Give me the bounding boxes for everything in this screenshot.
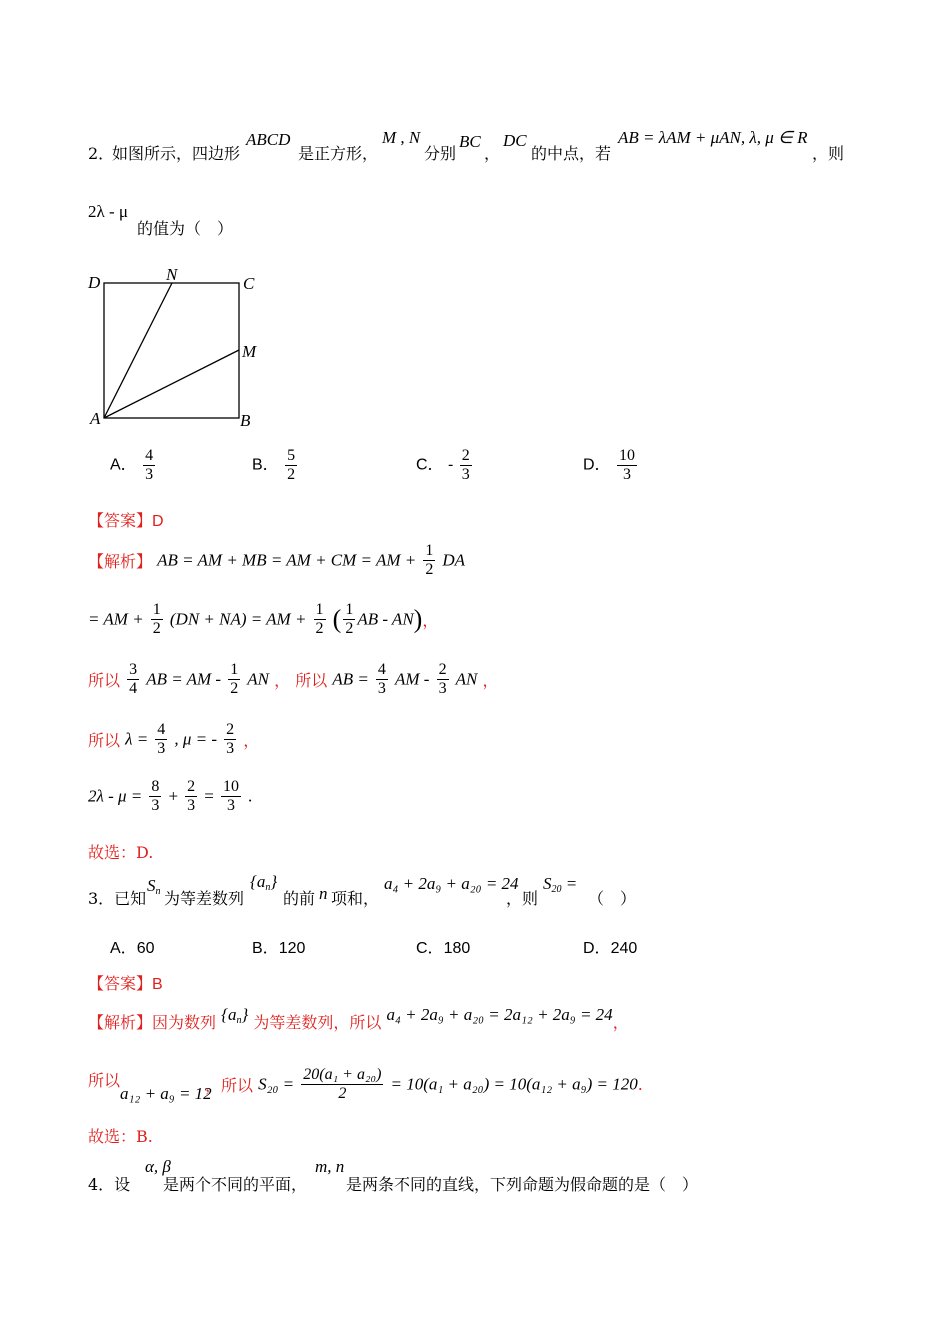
q2-comma: ， [484, 144, 501, 163]
period: . [637, 1075, 643, 1094]
an-symbol: a [227, 1005, 237, 1024]
frac-den: 2 [345, 620, 354, 637]
step-2-d: AB - AN [357, 609, 414, 629]
label-m: M [242, 342, 257, 361]
q2-analysis-line-4 [88, 721, 259, 758]
frac-num: 4 [377, 661, 386, 678]
step-1-b: DA [442, 550, 466, 570]
q3-n: n [319, 884, 328, 903]
s20-symbol: S [543, 874, 552, 893]
q2-text-2: 是正方形， [298, 144, 379, 163]
q3-text-3: 项和， [331, 889, 380, 908]
so-text-2: ，所以 [205, 1076, 254, 1095]
q4-text-1: 是两个不同的平面， [163, 1175, 308, 1194]
frac-den: 3 [187, 797, 196, 814]
frac-den: 3 [226, 797, 235, 814]
step-5-a: 2λ - μ = [88, 786, 143, 806]
q3-analysis-line-2b [205, 1066, 643, 1103]
q3-s20 [543, 874, 577, 895]
q2-text-5: ，则 [812, 144, 845, 163]
frac-num: 4 [157, 721, 166, 738]
q4-number: 4．设 [88, 1175, 131, 1194]
label-n: N [166, 265, 178, 284]
equals: = [204, 786, 214, 806]
q2-text-3: 分别 [424, 144, 457, 163]
comma: ， [612, 1013, 629, 1032]
q3-sn [147, 876, 161, 897]
q4-text-2: 是两条不同的直线，下列命题为假命题的是（ ） [346, 1175, 699, 1194]
q2-mn: M , N [382, 128, 421, 147]
frac-num: 2 [226, 721, 235, 738]
label-a: A [90, 409, 101, 428]
frac-den: 3 [377, 680, 386, 697]
q2-answer [88, 508, 164, 531]
step-3-a: AB = AM - [146, 669, 222, 689]
q3-text-2: 的前 [283, 889, 316, 908]
step-4-b: , μ = - [174, 729, 218, 749]
answer-tag: 【答案】 [88, 511, 153, 530]
frac-den: 2 [230, 680, 239, 697]
option-value: 60 [136, 940, 155, 957]
label-b: B [240, 411, 251, 430]
comma: ， [482, 671, 499, 690]
q3-option-b[interactable] [252, 935, 305, 958]
frac-den: 2 [338, 1085, 347, 1102]
an-sub: n [236, 1015, 242, 1026]
step-3-c: AB = [332, 669, 369, 689]
frac-den: 3 [157, 740, 166, 757]
q2-dc: DC [503, 131, 527, 150]
q3-analysis-line-1 [88, 1005, 629, 1034]
q4-alpha-beta: α, β [145, 1157, 171, 1176]
so-text: 所以 [88, 731, 121, 750]
q3-option-a[interactable] [110, 935, 154, 958]
answer-value: B [152, 976, 163, 993]
s20-sub: 20 [551, 884, 562, 895]
option-value: 120 [278, 940, 306, 957]
option-label: C． [416, 940, 444, 957]
option-numerator: 4 [145, 447, 154, 464]
q2-option-c[interactable] [416, 447, 474, 484]
q3-an-braces: $\{a_n\}$ [250, 872, 278, 893]
frac-den: 2 [315, 620, 324, 637]
segment-an [104, 283, 172, 418]
so-text: 所以 [295, 671, 328, 690]
so-text: 所以 [88, 671, 121, 690]
option-numerator: 5 [287, 447, 296, 464]
option-denominator: 3 [145, 466, 154, 483]
option-label: B． [252, 456, 279, 474]
q2-analysis-line-5 [88, 778, 252, 815]
q3-option-c[interactable] [416, 935, 470, 958]
frac-num: 3 [129, 661, 138, 678]
option-label: A． [110, 940, 137, 957]
frac-num: 1 [345, 601, 354, 618]
step-2-a: = AM + [88, 609, 144, 629]
option-denominator: 3 [461, 466, 470, 483]
frac-den: 2 [152, 620, 161, 637]
q2-option-d[interactable] [583, 447, 639, 484]
option-denominator: 2 [287, 466, 296, 483]
frac-num: 10 [222, 778, 239, 795]
option-value: 240 [610, 940, 638, 957]
q3-equation: a₄ + 2a₉ + a₂₀ = 24 [384, 874, 519, 893]
frac-num: 2 [187, 778, 196, 795]
q3-text-5: （ ） [588, 889, 637, 908]
q2-option-b[interactable] [252, 447, 299, 484]
square-figure [80, 262, 270, 432]
option-numerator: 2 [461, 447, 470, 464]
an-braces: $\{a_n\}$ [221, 1005, 249, 1026]
q3-answer [88, 971, 163, 994]
option-sign: - [448, 456, 454, 474]
plus: + [168, 786, 179, 806]
option-label: A． [110, 456, 137, 474]
q3-number: 3．已知 [88, 889, 147, 908]
comma: ， [243, 731, 260, 750]
q2-conclusion: 故选：D. [88, 843, 154, 862]
option-label: D． [583, 940, 611, 957]
q4-mn: m, n [315, 1157, 345, 1176]
step-1-a: AB = AM + MB = AM + CM = AM + [157, 550, 417, 570]
q2-bc: BC [459, 132, 481, 151]
frac-den: 3 [438, 680, 447, 697]
sn-symbol: S [147, 876, 156, 895]
answer-tag: 【答案】 [88, 974, 153, 993]
q2-abcd: ABCD [246, 130, 291, 149]
frac-num: 1 [315, 601, 324, 618]
label-c: C [243, 274, 255, 293]
s20-right: = 10(a₁ + a₂₀) = 10(a₁₂ + a₉) = 120 [390, 1074, 638, 1094]
q2-vector-equation: AB = λAM + μAN, λ, μ ∈ R [618, 128, 808, 147]
analysis-text-1: 因为数列 [152, 1013, 217, 1032]
frac-den: 2 [425, 561, 434, 578]
segment-am [104, 350, 239, 418]
frac-den: 3 [151, 797, 160, 814]
frac-num: 1 [425, 542, 434, 559]
analysis-tag: 【解析】 [88, 1013, 153, 1032]
frac-den: 3 [226, 740, 235, 757]
step-3-d: AM - [395, 669, 430, 689]
option-value: 180 [443, 940, 471, 957]
frac-num: 8 [151, 778, 160, 795]
answer-value: D [152, 513, 164, 530]
q3-text-1: 为等差数列 [164, 889, 245, 908]
period: . [248, 786, 253, 806]
q2-analysis-line-2 [88, 601, 438, 638]
analysis-tag: 【解析】 [88, 552, 153, 571]
label-d: D [88, 273, 101, 292]
q3-option-d[interactable] [583, 935, 637, 958]
frac-num: 1 [152, 601, 161, 618]
step-4-a: λ = [125, 729, 149, 749]
comma: ， [422, 611, 439, 630]
square-outline [104, 283, 239, 418]
frac-den: 4 [129, 680, 138, 697]
q3-text-4: ，则 [506, 889, 539, 908]
an-sub: n [265, 882, 271, 893]
step-3-b: AN [247, 669, 270, 689]
sn-sub: n [155, 886, 161, 897]
equals: = [565, 874, 578, 893]
option-denominator: 3 [623, 466, 632, 483]
so-text: 所以 [88, 1071, 121, 1090]
s20-left: S₂₀ = [258, 1074, 295, 1094]
q3-conclusion: 故选：B. [88, 1127, 153, 1146]
q3-sum-equation: a₁₂ + a₉ = 12 [120, 1084, 212, 1103]
frac-num: 2 [438, 661, 447, 678]
separator: ， [274, 671, 291, 690]
q2-text-1: 如图所示，四边形 [112, 144, 241, 163]
q2-analysis-line-3 [88, 661, 499, 698]
paren-close: ) [413, 604, 423, 634]
q2-option-a[interactable] [110, 447, 157, 484]
frac-num: 20(a₁ + a₂₀) [303, 1066, 382, 1083]
q2-text-4: 的中点，若 [531, 144, 612, 163]
step-2-b: (DN + NA) = AM + [169, 609, 307, 629]
option-label: D． [583, 456, 611, 474]
analysis-text-2: 为等差数列，所以 [253, 1013, 382, 1032]
option-label: B． [252, 940, 279, 957]
step-3-e: AN [455, 669, 478, 689]
q2-analysis-line-1 [88, 542, 465, 579]
option-numerator: 10 [619, 447, 636, 464]
analysis-equation: a₄ + 2a₉ + a₂₀ = 2a₁₂ + 2a₉ = 24 [386, 1005, 613, 1024]
an-symbol: a [256, 872, 266, 891]
paren-open: ( [332, 604, 342, 634]
q2-expression: 2λ - μ [88, 202, 129, 221]
q2-number: 2． [88, 144, 115, 163]
q3-analysis-line-2 [88, 1068, 120, 1091]
option-label: C． [416, 456, 444, 474]
frac-num: 1 [230, 661, 239, 678]
q2-text-6: 的值为（ ） [137, 219, 234, 238]
